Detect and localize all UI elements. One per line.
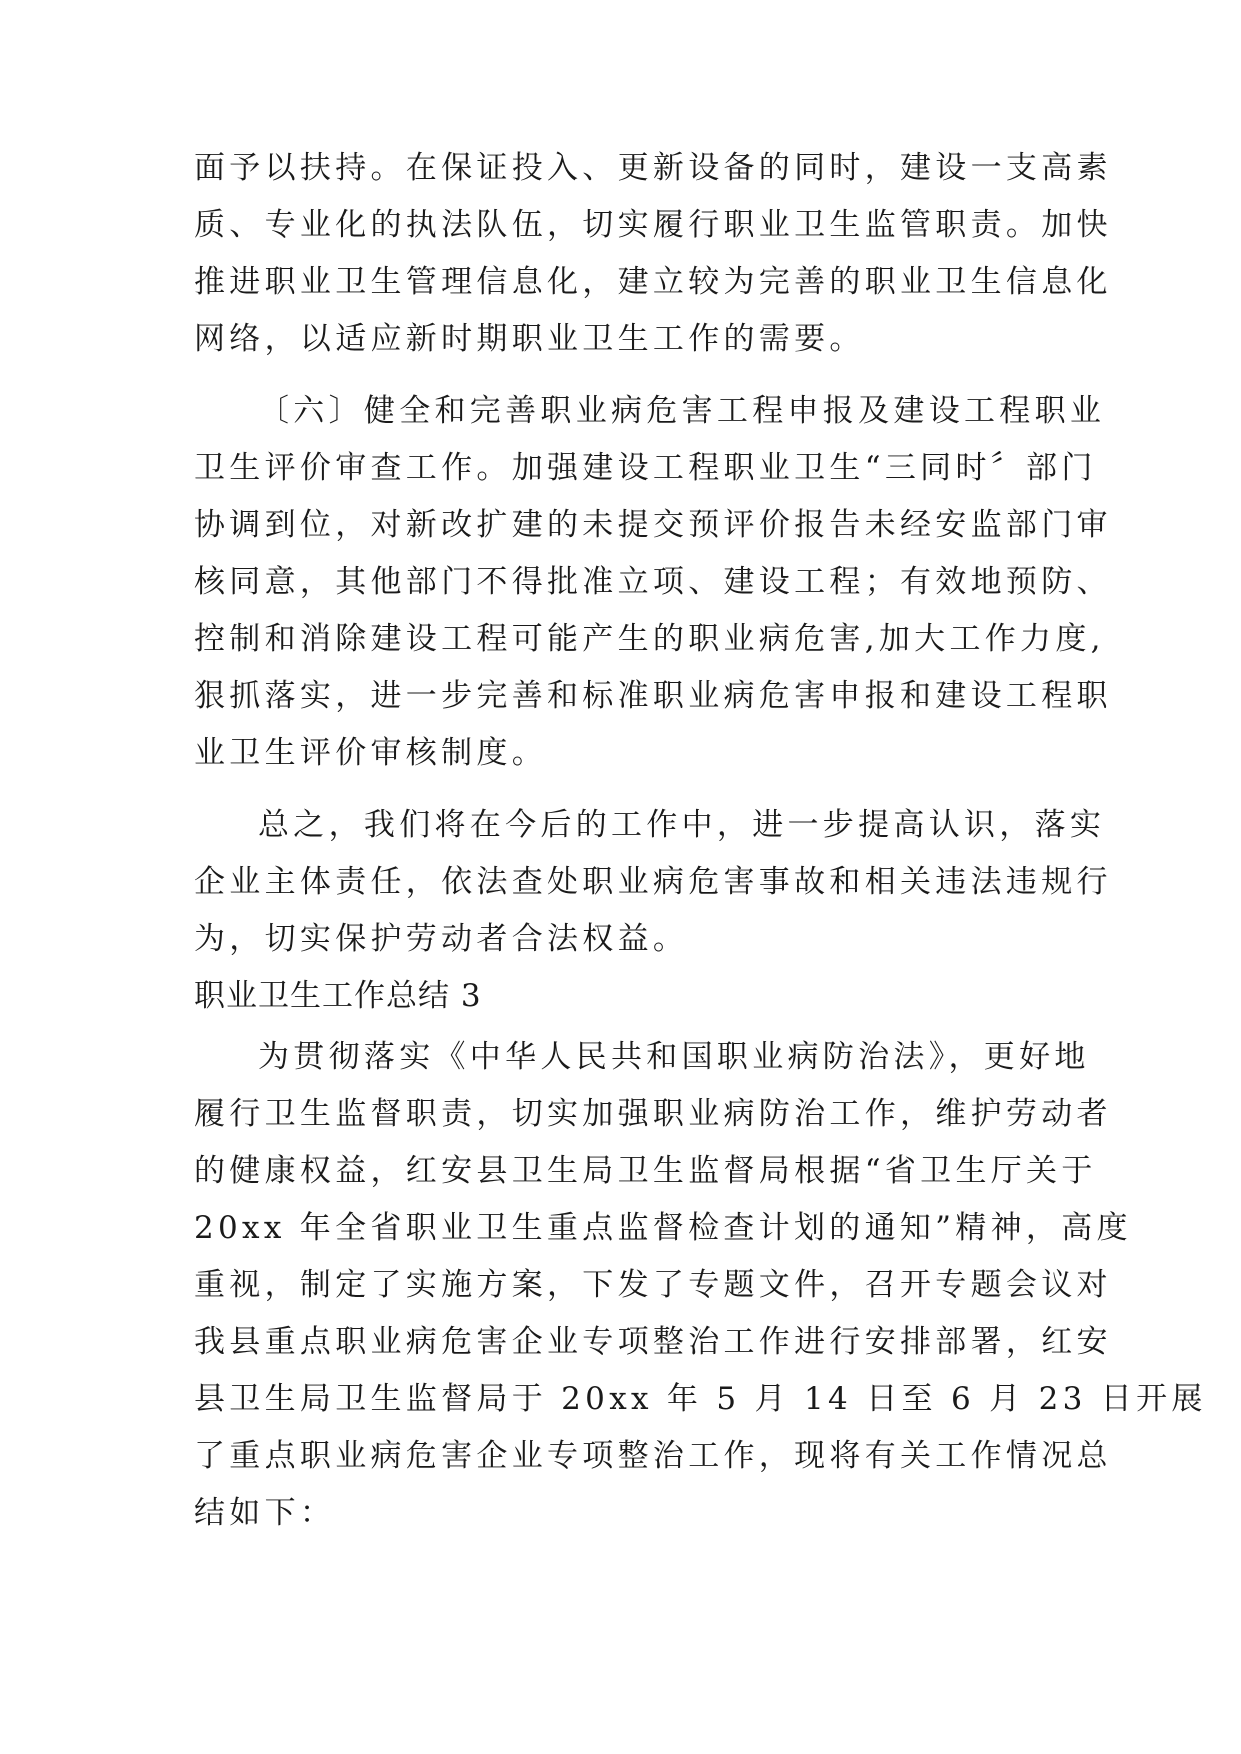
- paragraph-line: 为，切实保护劳动者合法权益。: [194, 921, 689, 957]
- paragraph-line: 我县重点职业病危害企业专项整治工作进行安排部署，红安: [194, 1324, 1112, 1360]
- paragraph-line: 重视，制定了实施方案，下发了专题文件，召开专题会议对: [194, 1267, 1112, 1303]
- paragraph-line: 企业主体责任，依法查处职业病危害事故和相关违法违规行: [194, 864, 1112, 900]
- paragraph-line: 〔六〕健全和完善职业病危害工程申报及建设工程职业: [258, 393, 1106, 429]
- paragraph-line: 履行卫生监督职责，切实加强职业病防治工作，维护劳动者: [194, 1096, 1112, 1132]
- paragraph-line: 狠抓落实，进一步完善和标准职业病危害申报和建设工程职: [194, 678, 1112, 714]
- paragraph-line: 推进职业卫生管理信息化，建立较为完善的职业卫生信息化: [194, 264, 1112, 300]
- paragraph-line: 业卫生评价审核制度。: [194, 735, 547, 771]
- paragraph-line: 协调到位，对新改扩建的未提交预评价报告未经安监部门审: [194, 507, 1112, 543]
- paragraph-line: 控制和消除建设工程可能产生的职业病危害,加大工作力度,: [194, 621, 1105, 657]
- paragraph-line: 核同意，其他部门不得批准立项、建设工程；有效地预防、: [194, 564, 1112, 600]
- paragraph-line: 县卫生局卫生监督局于 20xx 年 5 月 14 日至 6 月 23 日开展: [194, 1381, 1207, 1417]
- paragraph-line: 面予以扶持。在保证投入、更新设备的同时，建设一支高素: [194, 150, 1112, 186]
- paragraph-line: 网络，以适应新时期职业卫生工作的需要。: [194, 321, 865, 357]
- paragraph-line: 卫生评价审查工作。加强建设工程职业卫生“三同时〞部门: [194, 450, 1097, 486]
- paragraph-line: 的健康权益，红安县卫生局卫生监督局根据“省卫生厅关于: [194, 1153, 1097, 1189]
- paragraph-line: 结如下：: [194, 1495, 336, 1531]
- paragraph-line: 总之，我们将在今后的工作中，进一步提高认识，落实: [258, 807, 1106, 843]
- paragraph-line: 质、专业化的执法队伍，切实履行职业卫生监管职责。加快: [194, 207, 1112, 243]
- paragraph-line: 了重点职业病危害企业专项整治工作，现将有关工作情况总: [194, 1438, 1112, 1474]
- paragraph-line: 为贯彻落实《中华人民共和国职业病防治法》，更好地: [258, 1039, 1090, 1075]
- paragraph-line: 20xx 年全省职业卫生重点监督检查计划的通知”精神，高度: [194, 1210, 1132, 1246]
- section-heading: 职业卫生工作总结 3: [194, 978, 482, 1014]
